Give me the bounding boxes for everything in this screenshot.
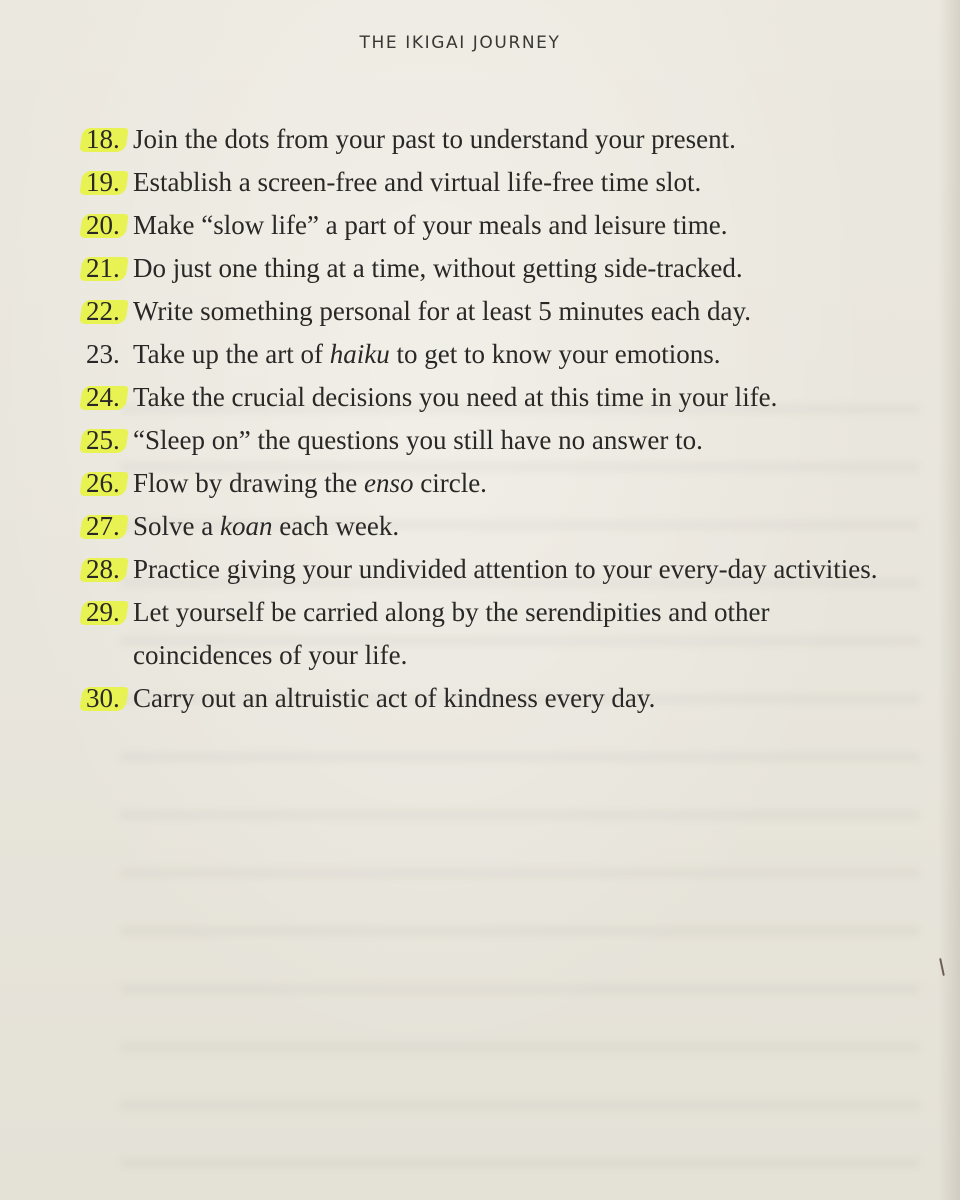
item-text [132,247,886,290]
item-text-segment: Take the crucial decisions you need at this time in your life. [133,382,778,412]
item-number-label: 22. [86,296,120,326]
item-text [132,505,886,548]
item-text [132,204,886,247]
list-item [86,161,886,204]
list-item [86,290,886,333]
item-number-label: 24. [86,382,120,412]
item-text [132,333,886,376]
numbered-list [86,118,886,720]
item-number-label: 19. [86,167,120,197]
item-number [86,376,132,419]
list-item [86,376,886,419]
list-item [86,204,886,247]
item-text-segment: Solve a [133,511,220,541]
item-text-segment: Make “slow life” a part of your meals and leisure time. [133,210,728,240]
item-text-segment: Do just one thing at a time, without getting side-tracked. [133,253,743,283]
item-text [132,118,886,161]
item-text [132,290,886,333]
item-number [86,161,132,204]
italic-term: haiku [329,339,390,369]
item-text-segment: Take up the art of [133,339,330,369]
item-text-segment: Join the dots from your past to understand your present. [133,124,736,154]
item-number [86,204,132,247]
item-text-segment: Carry out an altruistic act of kindness every day. [133,683,656,713]
page-gutter-shadow [938,0,960,1200]
item-number-label: 20. [86,210,120,240]
item-number-label: 27. [86,511,120,541]
item-text [132,548,886,591]
item-number [86,290,132,333]
item-number [86,419,132,462]
italic-term: koan [220,511,273,541]
item-number-label: 23. [86,339,120,369]
item-number-label: 29. [86,597,120,627]
item-text [132,376,886,419]
list-item [86,677,886,720]
item-number [86,591,132,634]
item-text-segment: Let yourself be carried along by the serendipities and other coincidences of your life. [133,597,770,670]
item-number-label: 28. [86,554,120,584]
list-item [86,333,886,376]
item-number [86,118,132,161]
item-text-segment: circle. [413,468,487,498]
item-number-label: 21. [86,253,120,283]
item-text [132,591,886,677]
list-item [86,505,886,548]
item-text [132,677,886,720]
item-text [132,462,886,505]
item-text-segment: “Sleep on” the questions you still have no answer to. [133,425,703,455]
list-item [86,462,886,505]
list-item [86,419,886,462]
item-text-segment: Establish a screen-free and virtual life-free time slot. [133,167,702,197]
item-number-label: 30. [86,683,120,713]
item-number [86,677,132,720]
item-text-segment: to get to know your emotions. [389,339,721,369]
item-number-label: 25. [86,425,120,455]
item-text-segment: each week. [272,511,400,541]
item-number [86,505,132,548]
item-number [86,247,132,290]
item-number [86,462,132,505]
item-text-segment: Practice giving your undivided attention to your every-day activities. [133,554,878,584]
item-number [86,333,132,376]
list-item [86,548,886,591]
running-head: THE IKIGAI JOURNEY [359,33,561,53]
item-text [132,161,886,204]
list-item [86,247,886,290]
item-text-segment: Write something personal for at least 5 minutes each day. [133,296,751,326]
item-number-label: 18. [86,124,120,154]
item-number-label: 26. [86,468,120,498]
italic-term: enso [363,468,414,498]
item-text [132,419,886,462]
item-number [86,548,132,591]
item-text-segment: Flow by drawing the [133,468,364,498]
list-item [86,118,886,161]
list-item [86,591,886,677]
